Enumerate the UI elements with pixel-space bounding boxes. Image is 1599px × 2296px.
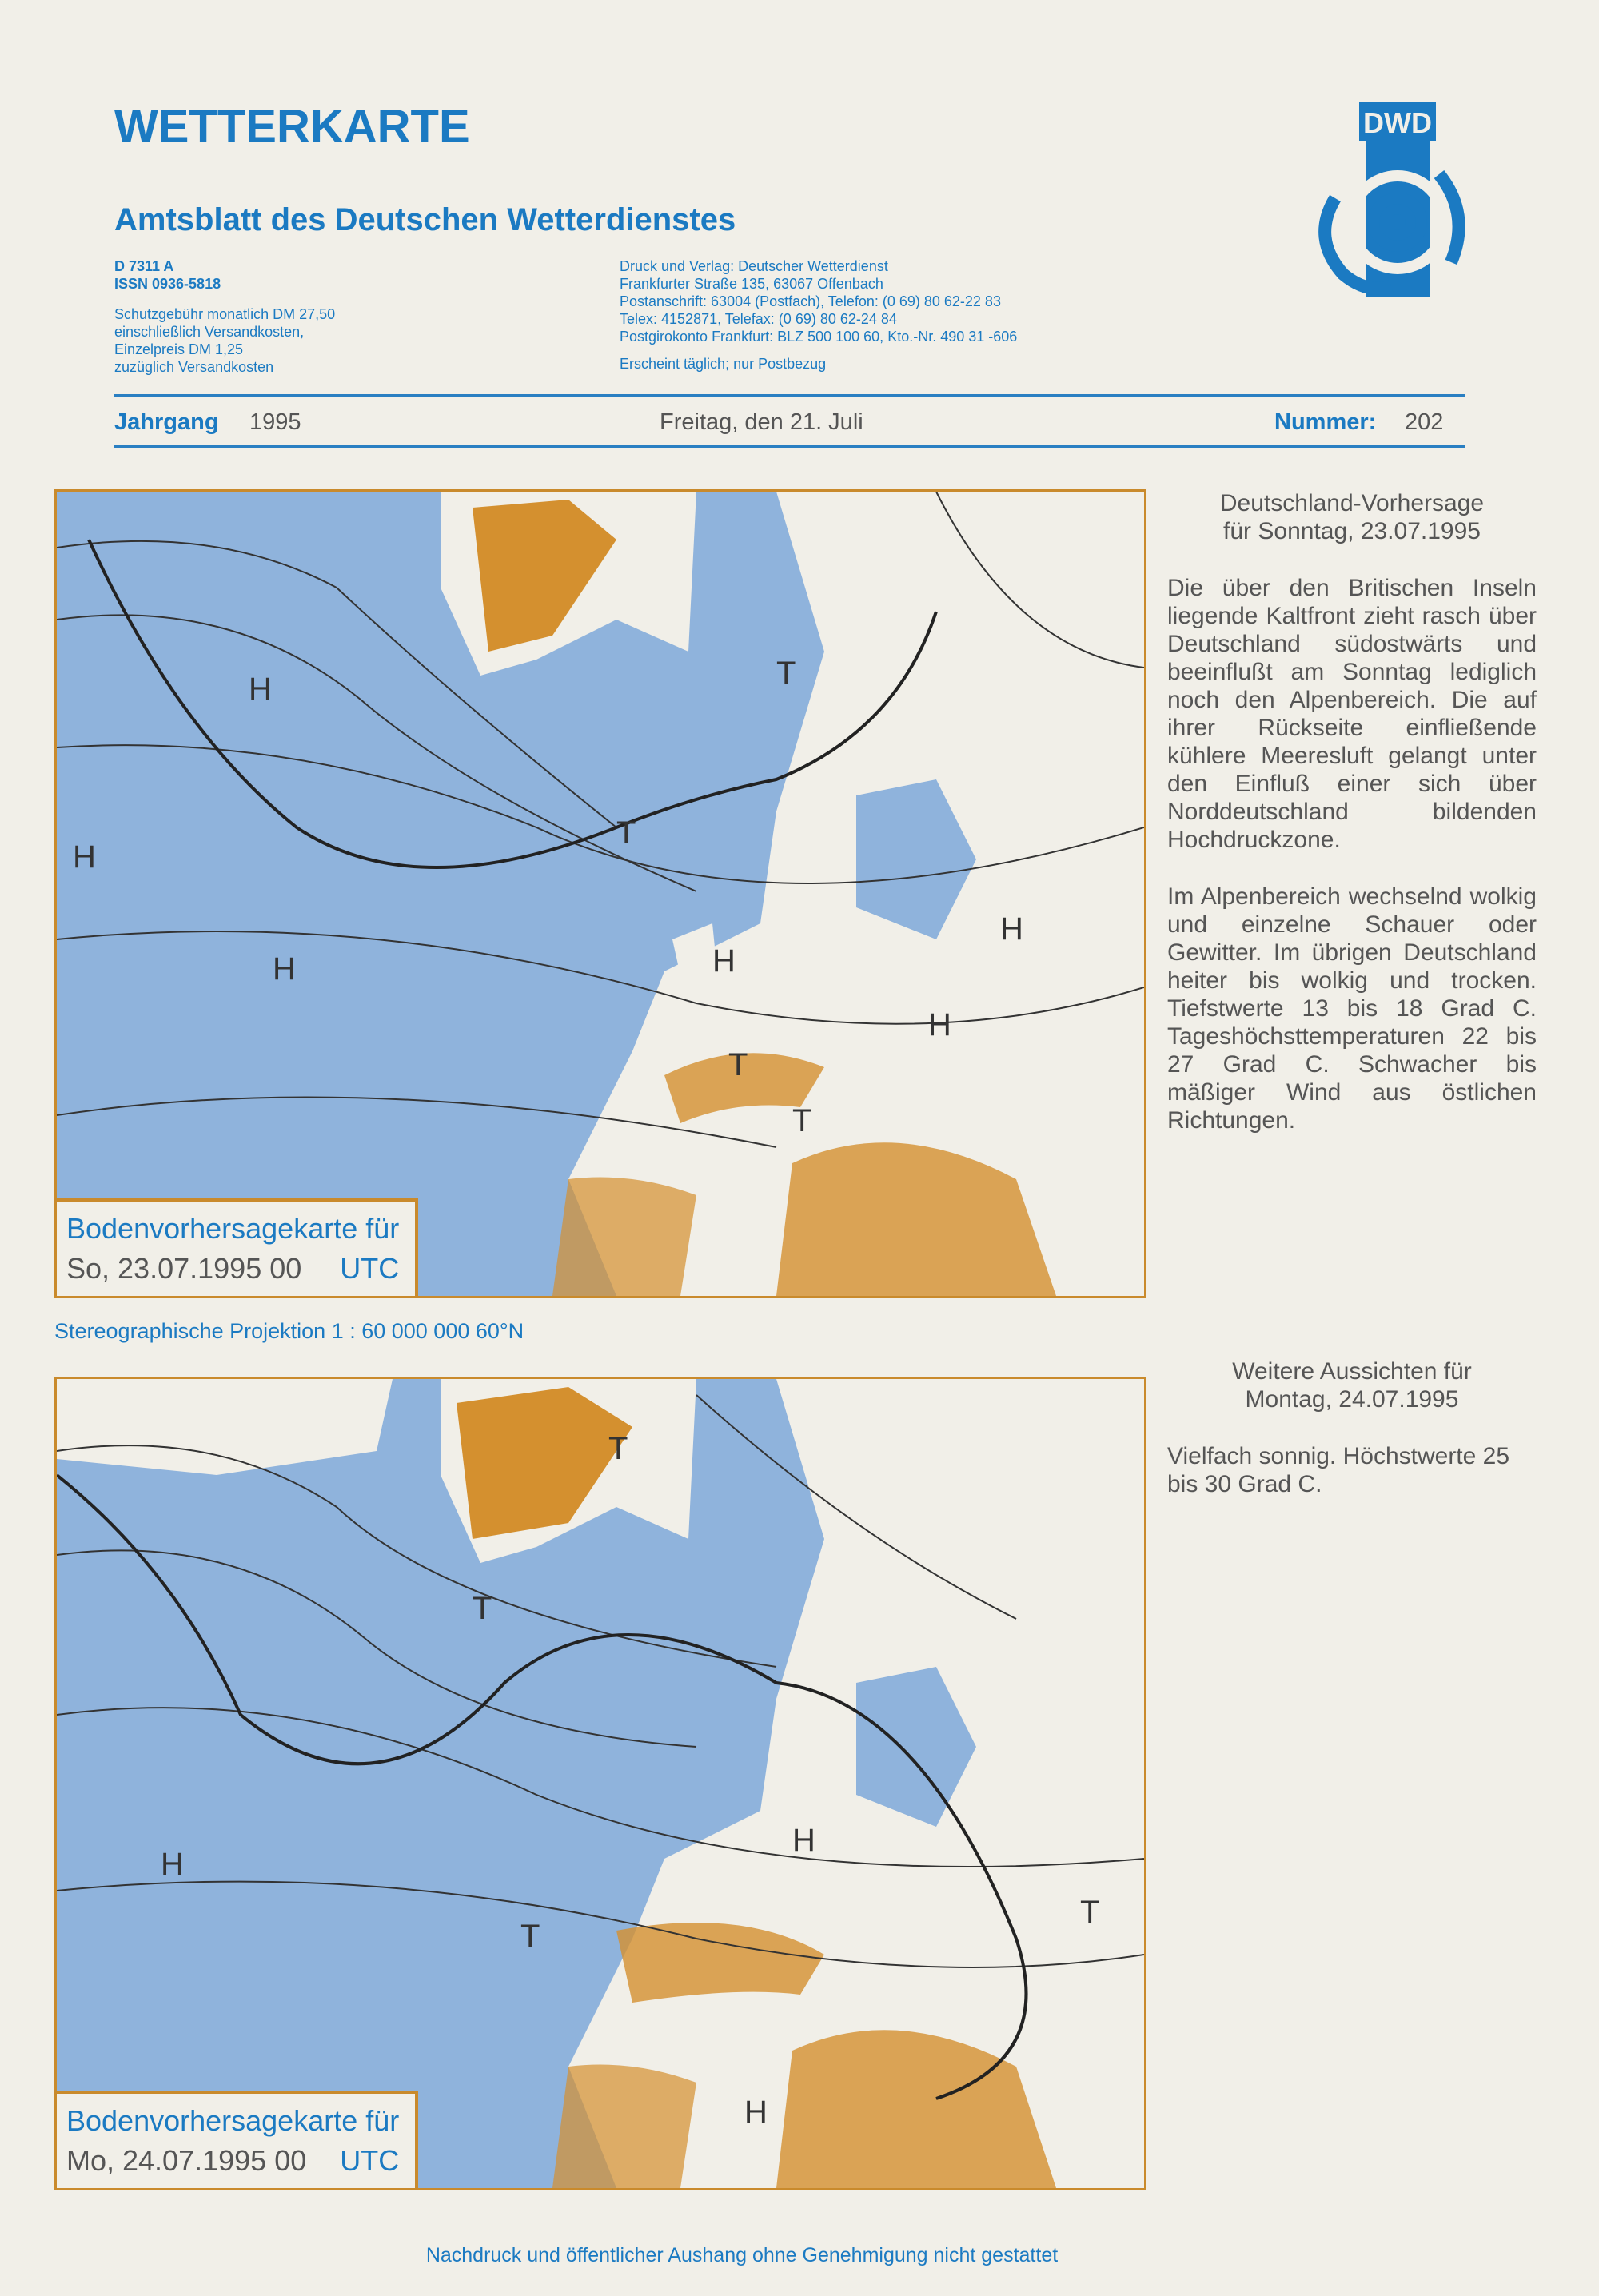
forecast-map-monday bbox=[54, 1377, 1146, 2190]
publisher-info bbox=[620, 257, 1017, 373]
map-caption bbox=[57, 2091, 418, 2188]
outlook-heading-date: Montag, 24.07.1995 bbox=[1245, 1386, 1459, 1413]
svg-text:T: T bbox=[616, 815, 636, 851]
fee-line: Einzelpreis DM 1,25 bbox=[114, 341, 244, 357]
forecast-paragraph: Die über den Britischen Inseln liegende Kaltfront zieht rasch über Deutschland südostwärts und beeinflußt am Sonntag lediglich noch den Alpenbereich. Die auf ihrer Rückseite einfließende kühlere Meeresluft gelangt unter den Einfluß einer sich über Norddeutschland bildenden Hochdruckzone. bbox=[1167, 575, 1537, 853]
svg-text:H: H bbox=[1000, 911, 1023, 947]
svg-text:H: H bbox=[249, 672, 272, 707]
svg-text:T: T bbox=[776, 656, 796, 691]
svg-text:T: T bbox=[792, 1103, 812, 1138]
projection-note: Stereographische Projektion 1 : 60 000 000 60°N bbox=[54, 1319, 524, 1343]
divider bbox=[114, 394, 1465, 397]
svg-text:H: H bbox=[73, 839, 96, 875]
fee-line: Schutzgebühr monatlich DM 27,50 bbox=[114, 306, 336, 322]
year: 1995 bbox=[249, 409, 301, 435]
outlook bbox=[1167, 1357, 1537, 1498]
outlook-text: Vielfach sonnig. Höchstwerte 25 bis 30 Grad C. bbox=[1167, 1443, 1510, 1497]
svg-text:H: H bbox=[712, 943, 736, 979]
svg-text:T: T bbox=[1080, 1895, 1100, 1930]
svg-text:DWD: DWD bbox=[1363, 106, 1432, 139]
fee-line: einschließlich Versandkosten, bbox=[114, 324, 305, 340]
forecast-heading-date: für Sonntag, 23.07.1995 bbox=[1223, 518, 1481, 544]
weather-map bbox=[57, 1379, 1144, 2188]
publisher-line: Frankfurter Straße 135, 63067 Offenbach bbox=[620, 276, 883, 292]
caption-date: Mo, 24.07.1995 00 bbox=[66, 2144, 307, 2177]
publisher-line: Telex: 4152871, Telefax: (0 69) 80 62-24 84 bbox=[620, 311, 897, 327]
weather-map bbox=[57, 492, 1144, 1296]
svg-text:H: H bbox=[273, 951, 296, 987]
frequency: Erscheint täglich; nur Postbezug bbox=[620, 356, 827, 372]
divider bbox=[114, 445, 1465, 448]
issue-number: 202 bbox=[1405, 409, 1444, 435]
publication-codes bbox=[114, 257, 221, 293]
page-subtitle: Amtsblatt des Deutschen Wetterdienstes bbox=[114, 202, 736, 237]
svg-text:H: H bbox=[744, 2095, 768, 2130]
svg-text:T: T bbox=[608, 1431, 628, 1466]
caption-utc: UTC bbox=[340, 2144, 400, 2177]
fee-line: zuzüglich Versandkosten bbox=[114, 359, 274, 375]
forecast-map-sunday bbox=[54, 489, 1146, 1298]
caption-title: Bodenvorhersagekarte für bbox=[66, 1212, 400, 1245]
caption-date-row bbox=[66, 2143, 399, 2178]
page-title: WETTERKARTE bbox=[114, 101, 470, 153]
svg-text:T: T bbox=[520, 1919, 540, 1954]
map-caption bbox=[57, 1198, 418, 1296]
caption-title: Bodenvorhersagekarte für bbox=[66, 2104, 400, 2137]
publisher-line: Postgirokonto Frankfurt: BLZ 500 100 60, Kto.-Nr. 490 31 -606 bbox=[620, 329, 1018, 345]
forecast-heading: Deutschland-Vorhersage bbox=[1219, 490, 1485, 516]
caption-date: So, 23.07.1995 00 bbox=[66, 1252, 302, 1285]
svg-text:T: T bbox=[728, 1047, 748, 1082]
caption-utc: UTC bbox=[340, 1252, 400, 1285]
outlook-heading: Weitere Aussichten für bbox=[1232, 1358, 1472, 1385]
code: D 7311 A bbox=[114, 258, 174, 274]
year-label: Jahrgang bbox=[114, 409, 219, 435]
svg-text:T: T bbox=[473, 1591, 492, 1626]
issue-date: Freitag, den 21. Juli bbox=[660, 409, 863, 435]
forecast-paragraph: Im Alpenbereich wechselnd wolkig und einzelne Schauer oder Gewitter. Im übrigen Deutschland heiter bis wolkig und trocken. Tiefstwerte 13 bis 18 Grad C. Tageshöchsttemperaturen 22 bis 27 Grad C. Schwacher bis mäßiger Wind aus östlichen Richtungen. bbox=[1167, 883, 1537, 1134]
number-label: Nummer: bbox=[1274, 409, 1377, 435]
svg-text:H: H bbox=[161, 1847, 184, 1882]
publisher-line: Druck und Verlag: Deutscher Wetterdienst bbox=[620, 258, 888, 274]
footer-note: Nachdruck und öffentlicher Aushang ohne Genehmigung nicht gestattet bbox=[425, 2244, 1059, 2266]
issn: ISSN 0936-5818 bbox=[114, 276, 221, 292]
caption-date-row bbox=[66, 1251, 399, 1286]
germany-forecast bbox=[1167, 489, 1537, 1134]
fee-info bbox=[114, 305, 335, 376]
publisher-line: Postanschrift: 63004 (Postfach), Telefon: (0 69) 80 62-22 83 bbox=[620, 293, 1001, 309]
svg-text:H: H bbox=[792, 1823, 815, 1858]
dwd-logo bbox=[1303, 102, 1471, 302]
svg-text:H: H bbox=[928, 1007, 951, 1042]
